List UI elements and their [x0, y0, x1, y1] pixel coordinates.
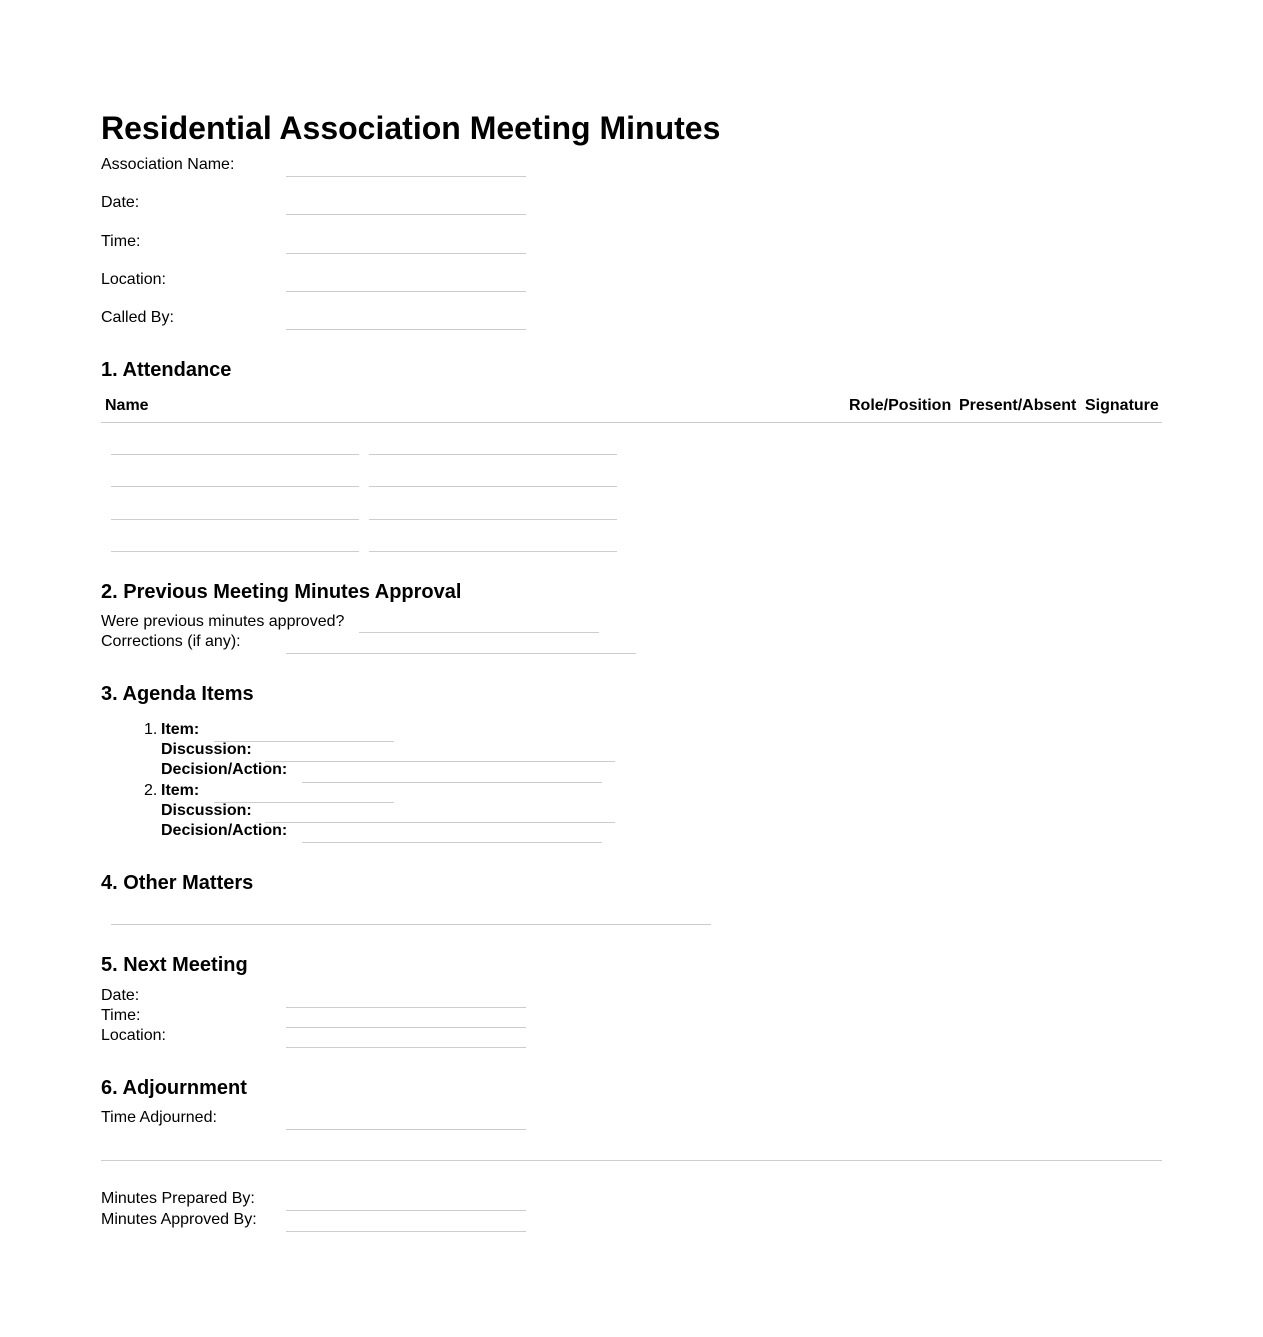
attendance-row-3-role-field[interactable] — [369, 519, 617, 520]
next-location-label: Location: — [101, 1027, 166, 1044]
corrections-field[interactable] — [286, 653, 636, 654]
attendance-row-1-role-field[interactable] — [369, 454, 617, 455]
called-by-field[interactable] — [286, 329, 526, 330]
date-field[interactable] — [286, 214, 526, 215]
column-header-role: Role/Position — [849, 397, 952, 414]
agenda-item-1-discussion-label: Discussion: — [161, 741, 252, 758]
corrections-label: Corrections (if any): — [101, 633, 241, 650]
agenda-item-1-number: 1. — [144, 721, 158, 738]
approved-by-field[interactable] — [286, 1231, 526, 1232]
attendance-row-3-name-field[interactable] — [111, 519, 359, 520]
agenda-item-2-discussion-label: Discussion: — [161, 802, 252, 819]
association-name-field[interactable] — [286, 176, 526, 177]
agenda-item-1-item-label: Item: — [161, 721, 200, 738]
table-header-divider — [101, 422, 1162, 423]
other-matters-heading: 4. Other Matters — [101, 872, 254, 894]
prepared-by-label: Minutes Prepared By: — [101, 1190, 255, 1207]
next-meeting-heading: 5. Next Meeting — [101, 954, 248, 976]
attendance-row-4-role-field[interactable] — [369, 551, 617, 552]
attendance-row-1-name-field[interactable] — [111, 454, 359, 455]
association-name-label: Association Name: — [101, 156, 235, 173]
next-location-field[interactable] — [286, 1047, 526, 1048]
attendance-heading: 1. Attendance — [101, 359, 232, 381]
called-by-label: Called By: — [101, 309, 174, 326]
agenda-heading: 3. Agenda Items — [101, 683, 254, 705]
next-date-field[interactable] — [286, 1007, 526, 1008]
agenda-item-2-decision-label: Decision/Action: — [161, 822, 288, 839]
agenda-item-2-decision-field[interactable] — [302, 842, 602, 843]
location-field[interactable] — [286, 291, 526, 292]
agenda-item-2-discussion-field[interactable] — [265, 822, 615, 823]
attendance-row-2-role-field[interactable] — [369, 486, 617, 487]
agenda-item-1-decision-label: Decision/Action: — [161, 761, 288, 778]
attendance-row-4-name-field[interactable] — [111, 551, 359, 552]
agenda-item-2-item-label: Item: — [161, 782, 200, 799]
approved-by-label: Minutes Approved By: — [101, 1211, 257, 1228]
attendance-row-2-name-field[interactable] — [111, 486, 359, 487]
next-date-label: Date: — [101, 987, 140, 1004]
time-label: Time: — [101, 233, 141, 250]
page-title: Residential Association Meeting Minutes — [101, 110, 721, 146]
prepared-by-field[interactable] — [286, 1210, 526, 1211]
date-label: Date: — [101, 194, 140, 211]
previous-minutes-heading: 2. Previous Meeting Minutes Approval — [101, 581, 462, 603]
location-label: Location: — [101, 271, 166, 288]
approved-question-label: Were previous minutes approved? — [101, 613, 345, 630]
adjournment-heading: 6. Adjournment — [101, 1077, 247, 1099]
time-adjourned-label: Time Adjourned: — [101, 1109, 217, 1126]
next-time-field[interactable] — [286, 1027, 526, 1028]
column-header-signature: Signature — [1085, 397, 1159, 414]
column-header-present: Present/Absent — [959, 397, 1077, 414]
approved-field[interactable] — [359, 632, 599, 633]
column-header-name: Name — [105, 397, 149, 414]
agenda-item-1-decision-field[interactable] — [302, 782, 602, 783]
next-time-label: Time: — [101, 1007, 141, 1024]
other-matters-field[interactable] — [111, 924, 711, 925]
footer-divider — [101, 1160, 1162, 1161]
agenda-item-1-discussion-field[interactable] — [265, 761, 615, 762]
agenda-item-2-number: 2. — [144, 782, 158, 799]
time-field[interactable] — [286, 253, 526, 254]
time-adjourned-field[interactable] — [286, 1129, 526, 1130]
